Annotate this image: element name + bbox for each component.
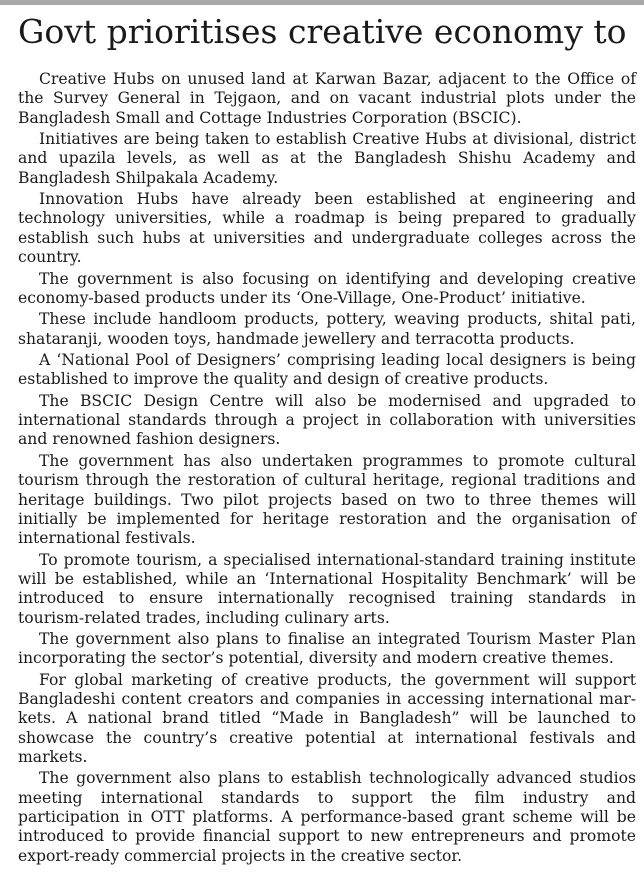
paragraph: For global marketing of creative products, the government will support Bangladeshi content creators and companies in accessing international markets. A national brand titled “Made in Bangladesh” will be launched to showcase the country’s creative potential at international festivals and markets. (18, 670, 636, 766)
paragraph: The BSCIC Design Centre will also be modernised and upgraded to international standards through a project in collaboration with universities and renowned fashion designers. (18, 391, 636, 449)
paragraph: To promote tourism, a specialised international-standard training institute will be established, while an ‘International Hospitality Benchmark’ will be introduced to ensure internationally recognised training standards in tourism-related trades, including culinary arts. (18, 550, 636, 627)
paragraph: Innovation Hubs have already been established at engineering and technology universities, while a roadmap is being prepared to gradually establish such hubs at universities and undergraduate colleges across the country. (18, 190, 636, 267)
headline: Govt prioritises creative economy to (18, 12, 627, 51)
top-rule (0, 0, 644, 5)
article-body (18, 70, 636, 868)
paragraph: A ‘National Pool of Designers’ comprising leading local designers is being established to improve the quality and design of creative products. (18, 351, 636, 389)
paragraph: The government is also focusing on identifying and developing creative economy-based products under its ‘One-Village, One-Product’ initiative. (18, 269, 636, 307)
paragraph: The government also plans to establish technologically advanced studios meeting international standards to support the film industry and participation in OTT platforms. A performance-based grant scheme will be introduced to provide financial support to new entrepreneurs and promote export-ready commercial projects in the creative sector. (18, 769, 636, 865)
paragraph: Creative Hubs on unused land at Karwan Bazar, adjacent to the Office of the Survey General in Tejgaon, and on vacant industrial plots under the Bangladesh Small and Cottage Industries Corporation (BSCIC). (18, 70, 636, 127)
paragraph: Initiatives are being taken to establish Creative Hubs at divisional, district and upazila levels, as well as at the Bangladesh Shishu Academy and Bangladesh Shilpakala Academy. (18, 130, 636, 187)
paragraph: The government also plans to finalise an integrated Tourism Master Plan incorporating the sector’s potential, diversity and modern creative themes. (18, 630, 636, 668)
paragraph: These include handloom products, pottery, weaving products, shital pati, shataranji, wooden toys, handmade jewellery and terracotta products. (18, 310, 636, 348)
paragraph: The government has also undertaken programmes to promote cultural tourism through the restoration of cultural heritage, regional traditions and heritage buildings. Two pilot projects based on two to three themes will initially be implemented for heritage restoration and the organisation of international festivals. (18, 451, 636, 548)
